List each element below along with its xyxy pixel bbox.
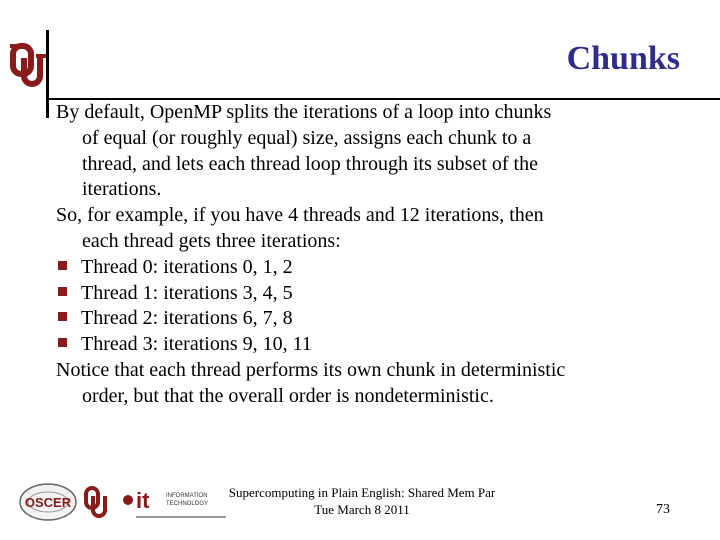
bullet-item (56, 332, 706, 358)
footer-caption (212, 484, 512, 518)
it-logo-line1: INFORMATION (166, 493, 208, 499)
ou-footer-logo-icon (86, 488, 105, 516)
bullet-text: Thread 0: iterations 0, 1, 2 (81, 255, 293, 278)
slide-title: Chunks (566, 40, 680, 77)
paragraph-line: order, but that the overall order is nondeterministic. (82, 384, 494, 407)
paragraph-line: iterations. (82, 178, 162, 201)
paragraph-example (56, 203, 706, 255)
bullet-text: Thread 2: iterations 6, 7, 8 (81, 307, 293, 330)
footer-date: Tue March 8 2011 (314, 502, 410, 517)
footer-logos (18, 480, 238, 526)
square-bullet-icon (58, 312, 67, 321)
page-number: 73 (656, 502, 670, 517)
bullet-item (56, 281, 706, 307)
paragraph-line: By default, OpenMP splits the iterations of a loop into chunks (56, 101, 552, 123)
bullet-text: Thread 3: iterations 9, 10, 11 (81, 333, 312, 356)
square-bullet-icon (58, 287, 67, 296)
header-vertical-rule (46, 30, 49, 118)
square-bullet-icon (58, 261, 67, 270)
oscer-logo-text: OSCER (24, 495, 72, 510)
it-logo-line2: TECHNOLOGY (166, 501, 209, 507)
paragraph-line: Notice that each thread performs its own chunk in deterministic (56, 358, 566, 381)
ou-logo-icon (8, 40, 48, 92)
bullet-item (56, 306, 706, 332)
paragraph-closing (56, 358, 706, 410)
footer-course-title: Supercomputing in Plain English: Shared Mem Par (228, 485, 496, 500)
paragraph-intro (56, 100, 706, 203)
oscer-logo-icon (20, 484, 76, 520)
ou-it-logo-icon (123, 488, 226, 518)
bullet-item (56, 255, 706, 281)
it-logo-text: it (136, 488, 150, 513)
bullet-text: Thread 1: iterations 3, 4, 5 (81, 281, 293, 304)
square-bullet-icon (58, 338, 67, 347)
slide-body (56, 100, 706, 410)
paragraph-line: thread, and lets each thread loop through its subset of the (82, 152, 538, 175)
paragraph-line: of equal (or roughly equal) size, assigns each chunk to a (82, 126, 532, 149)
paragraph-line: each thread gets three iterations: (82, 229, 341, 252)
paragraph-line: So, for example, if you have 4 threads and 12 iterations, then (56, 204, 544, 227)
